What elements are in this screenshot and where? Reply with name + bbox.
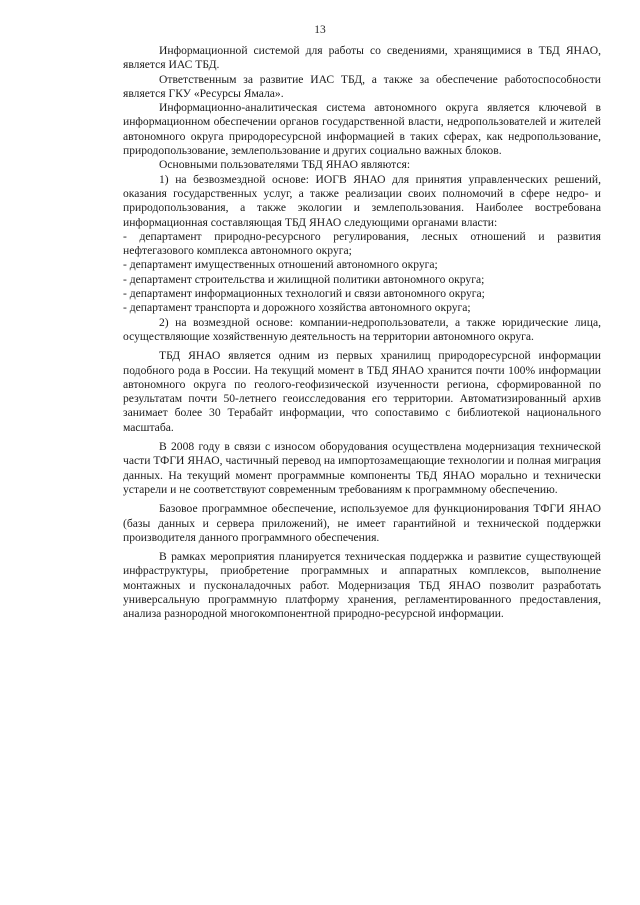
department-item: - департамент имущественных отношений автономного округа;: [123, 258, 438, 272]
paragraph-planned-support: В рамках мероприятия планируется техническая поддержка и развитие существующей инфраструктуры, приобретение программных и аппаратных комплексов, выполнение монтажных и пусконаладочных работ. Модернизация ТБД ЯНАО позволит разработать универсальную программную платформу хранения, регламентированного предоставления, анализа разнородной многокомпонентной природно-ресурсной информации.: [123, 550, 601, 621]
paragraph-ias-system: Информационной системой для работы со сведениями, хранящимися в ТБД ЯНАО, является ИАС ТБД.: [123, 44, 601, 72]
paragraph-responsible: Ответственным за развитие ИАС ТБД, а также за обеспечение работоспособности является ГКУ «Ресурсы Ямала».: [123, 72, 601, 100]
paragraph-modernization-2008: В 2008 году в связи с износом оборудования осуществлена модернизация технической части ТФГИ ЯНАО, частичный перевод на импортозамещающие технологии и полная миграция данных. На текущий момент программные компоненты ТБД ЯНАО морально и технически устарели и не соответствуют современным требованиям к программному обеспечению.: [123, 440, 601, 496]
paragraph-paid-users: 2) на возмездной основе: компании-недропользователи, а также юридические лица, осуществляющие хозяйственную деятельность на территории автономного округа.: [123, 315, 601, 343]
department-item: - департамент транспорта и дорожного хозяйства автономного округа;: [123, 301, 471, 315]
page-number: 13: [314, 24, 326, 36]
paragraph-main-users: Основными пользователями ТБД ЯНАО являются:: [159, 158, 411, 172]
paragraph-free-users: 1) на безвозмездной основе: ИОГВ ЯНАО для принятия управленческих решений, оказания государственных услуг, а также реализации своих полномочий в сфере недро- и природопользования, а также экологии и землепользования. Наиболее востребована информационная составляющая ТБД ЯНАО следующими органами власти:: [123, 172, 601, 229]
department-item: - департамент информационных технологий и связи автономного округа;: [123, 287, 485, 301]
department-item: - департамент природно-ресурсного регулирования, лесных отношений и развития нефтегазового комплекса автономного округа;: [123, 229, 601, 258]
paragraph-tbd-history: ТБД ЯНАО является одним из первых хранилищ природоресурсной информации подобного рода в России. На текущий момент в ТБД ЯНАО хранится почти 100% информации автономного округа по геолого-геофизической изученности региона, сформированной по результатам почти 50-летнего геоисследования его территории. Автоматизированный архив занимает более 30 Терабайт информации, что сопоставимо с библиотекой национального масштаба.: [123, 349, 601, 434]
paragraph-ias-key-role: Информационно-аналитическая система автономного округа является ключевой в информационном обеспечении органов государственной власти, недропользователей и жителей автономного округа природоресурсной информацией в таких сферах, как недропользование, природопользование, землепользование и других социально важных блоков.: [123, 101, 601, 158]
paragraph-base-software: Базовое программное обеспечение, используемое для функционирования ТФГИ ЯНАО (базы данных и сервера приложений), не имеет гарантийной и технической поддержки производителя данного программного обеспечения.: [123, 502, 601, 544]
document-body: [123, 44, 601, 622]
department-item: - департамент строительства и жилищной политики автономного округа;: [123, 272, 485, 286]
